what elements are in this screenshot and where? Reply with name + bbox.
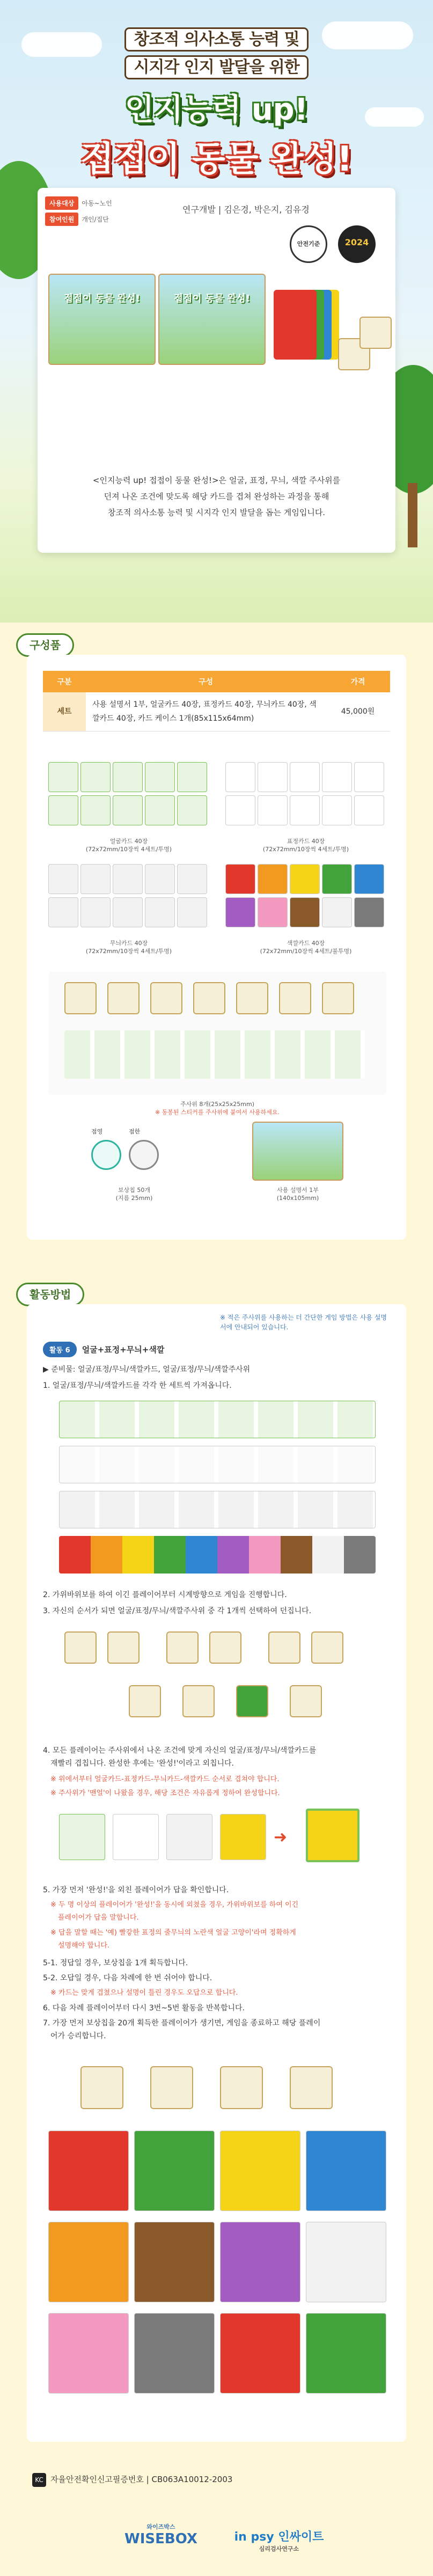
step-5-2: 5-2. 오답일 경우, 다음 차례에 한 번 쉬어야 합니다. — [43, 1974, 212, 1982]
brand-logos — [0, 2512, 433, 2560]
meta-value: 아동~노인 — [82, 200, 112, 207]
dice-image — [236, 982, 268, 1014]
result-card — [134, 2222, 215, 2302]
intro-line: <인지능력 up! 접접이 동물 완성!>은 얼굴, 표정, 무늬, 색깔 주사위를 — [92, 475, 341, 485]
logo-text: in psy 인싸이트 — [234, 2530, 324, 2544]
chip-label: 점한 — [129, 1128, 141, 1135]
expression-card — [225, 795, 255, 825]
dice-image — [268, 1631, 300, 1664]
dice-image — [80, 2066, 123, 2109]
hero-banner — [0, 0, 433, 623]
item-spec: ※ 동봉된 스티커를 주사위에 붙여서 사용하세요. — [155, 1109, 280, 1116]
meta-tag: 참여인원 — [45, 213, 78, 226]
color-card — [322, 897, 352, 927]
prep-text: ▶ 준비물: 얼굴/표정/무늬/색깔카드, 얼굴/표정/무늬/색깔주사위 — [43, 1365, 251, 1374]
dice-image — [220, 2066, 263, 2109]
step-4-note-2: ※ 주사위가 '맨얼'이 나왔을 경우, 해당 조건은 자유롭게 정하여 완성합니다. — [50, 1789, 280, 1797]
item-name: 사용 설명서 1부 — [277, 1187, 319, 1194]
dice-image — [322, 982, 354, 1014]
dice-image — [311, 1631, 343, 1664]
certification-text: 자율안전확인신고필증번호 | CB063A10012-2003 — [50, 2475, 233, 2484]
meta-target — [45, 196, 112, 210]
result-card — [48, 2131, 129, 2211]
result-card — [306, 2222, 386, 2302]
face-card — [145, 795, 175, 825]
chip-icon — [129, 1140, 159, 1170]
table-cell-price: 45,000원 — [326, 692, 390, 731]
item-caption — [80, 1186, 188, 1202]
meta-value: 개인/집단 — [82, 216, 109, 223]
result-card — [48, 2313, 129, 2394]
step-7b: 어가 승리합니다. — [50, 2032, 106, 2040]
step-5-note-1b: 플레이어가 답을 말합니다. — [58, 1914, 139, 1922]
dice-image — [150, 2066, 193, 2109]
item-name: 색깔카드 40장 — [287, 940, 325, 947]
table-row — [43, 692, 390, 731]
expression-card — [113, 1814, 159, 1860]
item-name: 얼굴카드 40장 — [109, 838, 148, 845]
color-card — [290, 864, 320, 894]
arrow-right-icon: ➜ — [274, 1828, 288, 1847]
face-card — [80, 762, 111, 792]
manual-image — [252, 1122, 343, 1181]
expression-card — [258, 795, 288, 825]
logo-sub: 심리검사연구소 — [259, 2545, 299, 2552]
expression-card — [322, 762, 352, 792]
item-caption — [48, 837, 209, 853]
item-spec: (72x72mm/10장씩 4세트/투명) — [85, 948, 172, 955]
item-name: 표정카드 40장 — [287, 838, 325, 845]
step-5-2-note: ※ 카드는 맞게 겹쳤으나 설명이 틀린 경우도 오답으로 합니다. — [50, 1989, 238, 1997]
dice-image — [150, 982, 182, 1014]
step-5-note-2b: 설명해야 합니다. — [58, 1942, 110, 1950]
product-box-image — [48, 274, 156, 365]
completed-card — [306, 1809, 359, 1862]
expression-card — [354, 762, 384, 792]
table-cell-kind: 세트 — [43, 692, 86, 731]
item-caption — [48, 1100, 386, 1116]
dice-image — [209, 1631, 241, 1664]
face-card — [145, 762, 175, 792]
step-4-note-1: ※ 위에서부터 얼굴카드-표정카드-무늬카드-색깔카드 순서로 겹쳐야 합니다. — [50, 1775, 280, 1783]
dice-image — [193, 982, 225, 1014]
table-cell-content: 사용 설명서 1부, 얼굴카드 40장, 표정카드 40장, 무늬카드 40장, 색깔카드 40장, 카드 케이스 1개(85x115x64mm) — [86, 692, 326, 731]
activity-tag: 활동 6 — [43, 1342, 77, 1357]
method-note: ※ 적은 주사위를 사용하는 더 간단한 게임 방법은 사용 설명서에 안내되어 있습니다. — [220, 1314, 387, 1331]
product-info-card — [38, 188, 395, 553]
result-card — [48, 2222, 129, 2302]
card-fan — [274, 290, 317, 360]
box-title: 접접이 동물 완성! — [63, 293, 141, 304]
table-header-row — [43, 671, 390, 692]
face-card — [48, 795, 78, 825]
product-intro — [48, 472, 385, 521]
pattern-card — [177, 897, 207, 927]
activity-title: 얼굴+표정+무늬+색깔 — [82, 1345, 165, 1355]
item-caption — [225, 939, 386, 955]
color-card — [258, 864, 288, 894]
item-spec: (72x72mm/10장씩 4세트/투명) — [85, 846, 172, 853]
color-card — [225, 864, 255, 894]
item-caption — [225, 837, 386, 853]
pattern-card — [145, 864, 175, 894]
logo-text: WISEBOX — [124, 2531, 197, 2547]
dice-image — [166, 1631, 199, 1664]
product-box-image — [158, 274, 266, 365]
meta-participants — [45, 213, 109, 226]
color-card — [354, 897, 384, 927]
item-name: 무늬카드 40장 — [109, 940, 148, 947]
result-card — [306, 2131, 386, 2211]
face-card — [113, 795, 143, 825]
pattern-card — [48, 897, 78, 927]
dice-image — [290, 2066, 333, 2109]
table-header: 구성 — [86, 671, 326, 692]
example-result-cards — [48, 2131, 386, 2420]
face-card — [177, 795, 207, 825]
pattern-card — [145, 897, 175, 927]
method-section — [27, 1304, 406, 2442]
expression-cards-image — [225, 762, 386, 832]
hero-title-2: 접접이 동물 완성! — [80, 140, 353, 179]
card-row — [59, 1536, 376, 1574]
dice-stickers-image — [48, 971, 386, 1095]
pattern-card — [80, 864, 111, 894]
step-4-combine-image — [59, 1809, 376, 1868]
expression-card — [258, 762, 288, 792]
step-2: 2. 가위바위보를 하여 이긴 플레이어부터 시계방향으로 게임을 진행합니다. — [43, 1591, 287, 1599]
reward-chips-image — [91, 1127, 177, 1181]
kc-mark-icon: KC — [32, 2473, 46, 2487]
certification-line — [32, 2469, 401, 2490]
item-spec: (72x72mm/10장씩 4세트/투명) — [262, 846, 349, 853]
step-3: 3. 자신의 순서가 되면 얼굴/표정/무늬/색깔주사위 중 각 1개씩 선택하여 던집니다. — [43, 1607, 312, 1615]
table-header: 가격 — [326, 671, 390, 692]
card-row — [59, 1446, 376, 1483]
dice-image — [359, 317, 392, 349]
step-5-1: 5-1. 정답일 경우, 보상칩을 1개 획득합니다. — [43, 1959, 188, 1967]
step-3-dice-image — [59, 1626, 376, 1733]
composition-section — [27, 655, 406, 1240]
tree-trunk — [408, 483, 417, 547]
step-4a: 4. 모든 플레이어는 주사위에서 나온 조건에 맞게 자신의 얼굴/표정/무늬/색깔카드를 — [43, 1746, 317, 1755]
composition-table — [43, 671, 390, 731]
result-card — [306, 2313, 386, 2394]
intro-line: 던져 나온 조건에 맞도록 해당 카드를 겹쳐 완성하는 과정을 통해 — [104, 492, 329, 501]
result-card — [220, 2313, 300, 2394]
dice-image — [279, 982, 311, 1014]
dice-image — [64, 982, 97, 1014]
step-6: 6. 다음 차례 플레이어부터 다시 3번~5번 활동을 반복합니다. — [43, 2004, 245, 2012]
pattern-card — [113, 864, 143, 894]
item-spec: (지름 25mm) — [115, 1195, 153, 1202]
activity-header — [43, 1342, 164, 1357]
step-5-note-2: ※ 답을 말할 때는 '예) 빨갛한 표정의 줄무늬의 노란색 얼굴 고양이'라며 정확하게 — [50, 1929, 296, 1937]
dice-image — [182, 1685, 215, 1717]
result-card — [220, 2222, 300, 2302]
expression-card — [225, 762, 255, 792]
item-caption — [241, 1186, 354, 1202]
color-card — [258, 897, 288, 927]
card-row — [59, 1491, 376, 1528]
chip-label: 점영 — [91, 1128, 103, 1135]
step-7a: 7. 가장 먼저 보상칩을 20개 획득한 플레이어가 생기면, 게임을 종료하고 해당 플레이 — [43, 2019, 321, 2028]
pattern-card — [80, 897, 111, 927]
dice-image — [107, 982, 140, 1014]
color-card — [290, 897, 320, 927]
sticker-sheet — [64, 1030, 365, 1079]
item-spec: (72x72mm/10장씩 4세트/불투명) — [260, 948, 352, 955]
box-title: 접접이 동물 완성! — [173, 293, 251, 304]
item-spec: (140x105mm) — [276, 1195, 319, 1202]
color-card — [354, 864, 384, 894]
color-card — [225, 897, 255, 927]
face-card — [80, 795, 111, 825]
expression-card — [290, 795, 320, 825]
inpsyt-logo — [231, 2522, 327, 2553]
intro-line: 창조적 의사소통 능력 및 시지각 인지 발달을 돕는 게임입니다. — [107, 508, 326, 517]
hero-title-1: 인지능력 up! — [124, 92, 309, 127]
dice-image — [290, 1685, 322, 1717]
hero-subtitle-2: 시지각 인지 발달을 위한 — [0, 54, 433, 77]
pattern-card — [177, 864, 207, 894]
expression-card — [290, 762, 320, 792]
expression-card — [354, 795, 384, 825]
safety-badge: 안전기준 — [290, 225, 327, 263]
pattern-card — [113, 897, 143, 927]
color-cards-image — [225, 864, 386, 934]
chip-icon — [91, 1140, 121, 1170]
section-header-composition: 구성품 — [16, 633, 74, 657]
researchers: 연구개발 | 김은경, 박은지, 김유경 — [182, 204, 310, 215]
face-card — [59, 1814, 105, 1860]
face-card — [113, 762, 143, 792]
face-cards-image — [48, 762, 209, 832]
face-card — [48, 762, 78, 792]
dice-image — [107, 1631, 140, 1664]
face-card — [177, 762, 207, 792]
pattern-card — [166, 1814, 212, 1860]
step-4b: 재빨리 겹칩니다. 완성한 후에는 '완성!'이라고 외칩니다. — [50, 1759, 234, 1768]
step-1: 1. 얼굴/표정/무늬/색깔카드를 각각 한 세트씩 가져옵니다. — [43, 1381, 232, 1390]
result-card — [134, 2131, 215, 2211]
item-caption — [48, 939, 209, 955]
dice-image — [129, 1685, 161, 1717]
logo-sub: 와이즈박스 — [146, 2523, 175, 2530]
step-1-cards-image — [59, 1401, 376, 1578]
wisebox-logo — [118, 2522, 204, 2547]
expression-card — [322, 795, 352, 825]
section-header-method: 활동방법 — [16, 1283, 84, 1306]
item-name: 주사위 8개(25x25x25mm) — [180, 1101, 255, 1108]
dice-image — [64, 1631, 97, 1664]
dice-image — [236, 1685, 268, 1717]
color-card — [220, 1814, 266, 1860]
table-header: 구분 — [43, 671, 86, 692]
card-row — [59, 1401, 376, 1438]
pattern-cards-image — [48, 864, 209, 934]
result-card — [134, 2313, 215, 2394]
award-badge: 2024 — [338, 225, 376, 263]
step-5-note-1: ※ 두 명 이상의 플레이어가 '완성!'을 동시에 외쳤을 경우, 가위바위보를 하여 이긴 — [50, 1901, 299, 1909]
item-name: 보상칩 50개 — [118, 1187, 150, 1194]
color-card — [322, 864, 352, 894]
pattern-card — [48, 864, 78, 894]
hero-subtitle-1: 창조적 의사소통 능력 및 — [0, 26, 433, 49]
result-card — [220, 2131, 300, 2211]
meta-tag: 사용대상 — [45, 196, 78, 210]
example-dice-image — [59, 2055, 376, 2120]
step-5: 5. 가장 먼저 '완성!'을 외친 플레이어가 답을 확인합니다. — [43, 1886, 229, 1894]
